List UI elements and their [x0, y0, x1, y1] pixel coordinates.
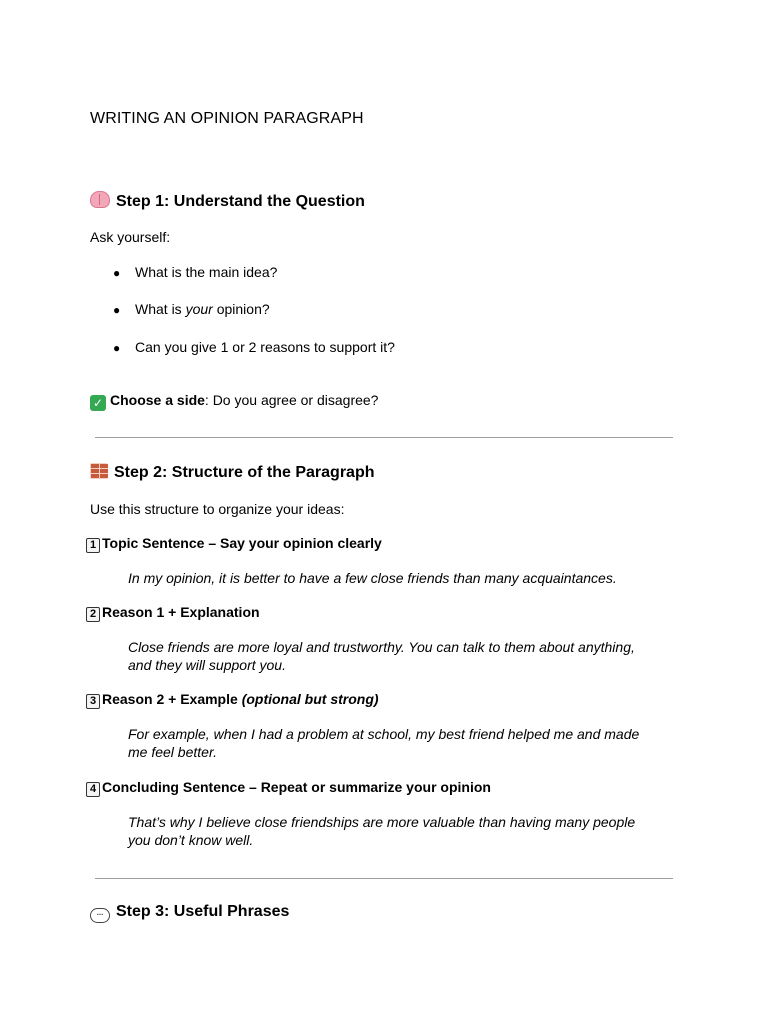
structure-item-heading — [86, 691, 379, 709]
structure-item-label: Reason 2 + Example — [102, 691, 242, 707]
keycap-number-icon: 4 — [86, 782, 100, 797]
speech-balloon-icon: ··· — [90, 908, 110, 923]
bullet-icon: ● — [113, 266, 121, 280]
bullet-text-rest: opinion? — [212, 301, 270, 317]
structure-item-heading — [86, 535, 382, 553]
document-title: WRITING AN OPINION PARAGRAPH — [90, 110, 364, 127]
structure-item-example: Close friends are more loyal and trustworthy. You can talk to them about anything, and they will support you. — [128, 639, 635, 673]
bullet-text: What is the main idea? — [135, 264, 278, 280]
step1-intro: Ask yourself: — [90, 229, 171, 245]
bullet-emphasis: your — [185, 301, 213, 317]
check-mark-icon: ✓ — [90, 395, 106, 411]
structure-item-example: That’s why I believe close friendships are more valuable than having many people you don’t know well. — [128, 814, 636, 848]
structure-item-heading — [86, 779, 491, 797]
structure-item-heading — [86, 604, 260, 622]
structure-item-label-note: (optional but strong) — [241, 691, 379, 707]
structure-item-label: Topic Sentence – Say your opinion clearly — [102, 535, 382, 551]
step2-heading: Step 2: Structure of the Paragraph — [114, 464, 375, 481]
list-item — [113, 301, 270, 317]
choose-side-label: Choose a side — [110, 392, 205, 408]
choose-side-row — [90, 392, 378, 411]
brick-icon — [90, 463, 108, 479]
step2-intro: Use this structure to organize your ideas: — [90, 501, 345, 517]
step3-heading-row — [90, 903, 289, 923]
keycap-number-icon: 3 — [86, 694, 100, 709]
structure-item-label: Reason 1 + Explanation — [102, 604, 260, 620]
brain-icon — [90, 191, 110, 208]
step3-heading: Step 3: Useful Phrases — [116, 903, 290, 920]
list-item — [113, 264, 277, 280]
step2-heading-row — [90, 463, 375, 482]
bullet-text: What is — [135, 301, 186, 317]
step1-heading-row — [90, 191, 365, 211]
structure-item-example: For example, when I had a problem at school, my best friend helped me and made me feel better. — [128, 726, 640, 760]
bullet-icon: ● — [113, 303, 121, 317]
divider — [95, 878, 673, 879]
divider — [95, 437, 673, 438]
list-item — [113, 339, 395, 355]
bullet-text: Can you give 1 or 2 reasons to support it? — [135, 339, 395, 355]
bullet-icon: ● — [113, 341, 121, 355]
structure-item-label: Concluding Sentence – Repeat or summarize your opinion — [102, 779, 491, 795]
structure-item-example: In my opinion, it is better to have a few close friends than many acquaintances. — [128, 570, 617, 586]
keycap-number-icon: 2 — [86, 607, 100, 622]
step1-heading: Step 1: Understand the Question — [116, 193, 365, 210]
keycap-number-icon: 1 — [86, 538, 100, 553]
choose-side-text: : Do you agree or disagree? — [204, 392, 379, 408]
